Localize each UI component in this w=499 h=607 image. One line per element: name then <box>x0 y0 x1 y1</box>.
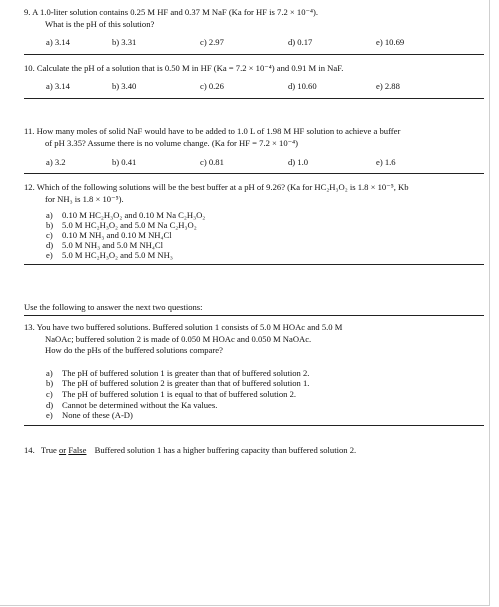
question-12-option-b[interactable] <box>46 220 197 230</box>
option-text: The pH of buffered solution 1 is equal to that of buffered solution 2. <box>62 389 297 399</box>
question-12-option-a[interactable] <box>46 210 205 220</box>
option-letter: b) <box>46 220 54 230</box>
question-9-option-c[interactable]: c) 2.97 <box>200 37 224 47</box>
question-10-text: 10. Calculate the pH of a solution that is 0.50 M in HF (Ka = 7.2 × 10⁻⁴) and 0.91 M in NaF. <box>24 63 344 73</box>
question-13-text: 13. You have two buffered solutions. Buffered solution 1 consists of 5.0 M HOAc and 5.0 M <box>24 322 343 332</box>
option-letter: e) <box>46 410 53 420</box>
option-text: None of these (A-D) <box>62 410 133 420</box>
question-11-text: 11. How many moles of solid NaF would have to be added to 1.0 L of 1.98 M HF solution to achieve a buffer <box>24 126 401 136</box>
question-9-subtext: What is the pH of this solution? <box>45 19 155 29</box>
question-14-statement: Buffered solution 1 has a higher buffering capacity than buffered solution 2. <box>94 445 357 455</box>
question-13-option-e[interactable] <box>46 410 133 420</box>
option-letter: d) <box>46 400 54 410</box>
question-12-text: 12. Which of the following solutions will be the best buffer at a pH of 9.26? (Ka for HC₂H₃O₂ is 1.8 × 10⁻⁵, Kb <box>24 182 409 192</box>
question-9-option-e[interactable]: e) 10.69 <box>376 37 405 47</box>
question-9-option-b[interactable]: b) 3.31 <box>112 37 137 47</box>
divider <box>24 315 484 316</box>
option-text: The pH of buffered solution 2 is greater than that of buffered solution 1. <box>62 378 310 388</box>
question-10-option-e[interactable]: e) 2.88 <box>376 81 400 91</box>
divider <box>24 425 484 426</box>
question-11-option-d[interactable]: d) 1.0 <box>288 157 309 167</box>
question-11-option-a[interactable]: a) 3.2 <box>46 157 66 167</box>
question-14-text <box>24 445 356 455</box>
question-10-option-d[interactable]: d) 10.60 <box>288 81 317 91</box>
question-13-option-d[interactable] <box>46 400 217 410</box>
divider <box>24 98 484 99</box>
question-12-option-e[interactable] <box>46 250 173 260</box>
question-11-option-b[interactable]: b) 0.41 <box>112 157 137 167</box>
question-13-subtext-2: How do the pHs of the buffered solutions compare? <box>45 345 223 355</box>
question-12-option-d[interactable] <box>46 240 163 250</box>
divider <box>24 54 484 55</box>
option-text: 5.0 M HC₂H₃O₂ and 5.0 M Na C₂H₃O₂ <box>62 220 197 230</box>
instructions-text: Use the following to answer the next two questions: <box>24 302 203 312</box>
true-choice[interactable]: True <box>40 445 57 455</box>
option-text: 0.10 M NH₃ and 0.10 M NH₄Cl <box>62 230 172 240</box>
option-letter: c) <box>46 230 53 240</box>
question-11-options <box>46 157 486 169</box>
question-9-text: 9. A 1.0-liter solution contains 0.25 M HF and 0.37 M NaF (Ka for HF is 7.2 × 10⁻⁴). <box>24 7 319 17</box>
option-letter: d) <box>46 240 54 250</box>
option-text: Cannot be determined without the Ka values. <box>62 400 218 410</box>
question-9-options <box>46 37 486 49</box>
question-11-option-c[interactable]: c) 0.81 <box>200 157 224 167</box>
option-text: 5.0 M HC₂H₃O₂ and 5.0 M NH₃ <box>62 250 173 260</box>
option-letter: e) <box>46 250 53 260</box>
or-text: or <box>58 445 67 455</box>
option-letter: a) <box>46 210 53 220</box>
question-11-option-e[interactable]: e) 1.6 <box>376 157 396 167</box>
option-text: 5.0 M NH₃ and 5.0 M NH₄Cl <box>62 240 164 250</box>
question-10-option-c[interactable]: c) 0.26 <box>200 81 224 91</box>
divider <box>24 173 484 174</box>
question-14-number: 14. <box>24 445 35 455</box>
question-10-option-b[interactable]: b) 3.40 <box>112 81 137 91</box>
option-letter: b) <box>46 378 54 388</box>
question-11-subtext: of pH 3.35? Assume there is no volume change. (Ka for HF = 7.2 × 10⁻⁴) <box>45 138 299 148</box>
question-13-subtext-1: NaOAc; buffered solution 2 is made of 0.050 M HOAc and 0.050 M NaOAc. <box>45 334 312 344</box>
question-13-option-b[interactable] <box>46 378 309 388</box>
question-12-subtext: for NH₃ is 1.8 × 10⁻⁵). <box>45 194 124 204</box>
option-letter: c) <box>46 389 53 399</box>
question-10-options <box>46 81 486 93</box>
option-letter: a) <box>46 368 53 378</box>
option-text: The pH of buffered solution 1 is greater than that of buffered solution 2. <box>62 368 310 378</box>
question-12-option-c[interactable] <box>46 230 172 240</box>
question-9-option-d[interactable]: d) 0.17 <box>288 37 313 47</box>
false-choice[interactable]: False <box>68 445 87 455</box>
option-text: 0.10 M HC₂H₃O₂ and 0.10 M Na C₂H₃O₂ <box>62 210 206 220</box>
question-10-option-a[interactable]: a) 3.14 <box>46 81 70 91</box>
divider <box>24 264 484 265</box>
question-9-option-a[interactable]: a) 3.14 <box>46 37 70 47</box>
question-13-option-c[interactable] <box>46 389 296 399</box>
question-13-option-a[interactable] <box>46 368 309 378</box>
